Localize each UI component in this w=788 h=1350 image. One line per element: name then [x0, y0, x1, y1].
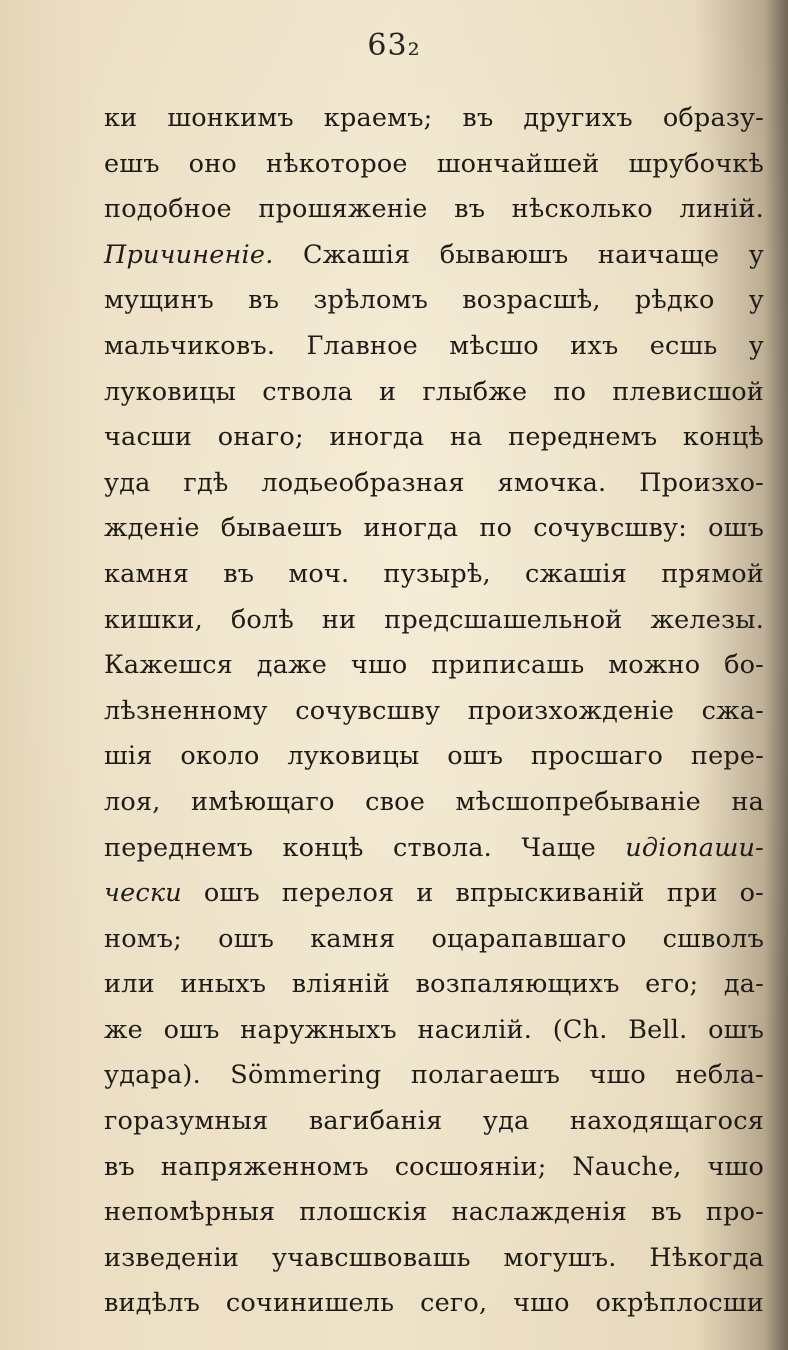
- text-line-23: горазумныя вагибанія уда находящагося: [104, 1106, 764, 1137]
- text-line-25: непомѣрныя плошскія наслажденія въ про-: [104, 1197, 764, 1228]
- text-line-27: видѣлъ сочинишель сего, чшо окрѣплосши: [104, 1288, 764, 1319]
- text-line-22: удара). Sömmering полагаешъ чшо небла-: [104, 1060, 764, 1091]
- text-line-10: жденіе бываешъ иногда по сочувсшву: ошъ: [104, 513, 764, 544]
- text-line-3: подобное прошяженіе въ нѣсколько линій.: [104, 194, 764, 225]
- text-line-9: уда гдѣ лодьеобразная ямочка. Произхо-: [104, 467, 764, 498]
- text-line-15: шія около луковицы ошъ просшаго пере-: [104, 741, 764, 772]
- text-line-4: Причиненіе. Сжашія бываюшъ наичаще у: [104, 239, 764, 270]
- text-line-8: часши онаго; иногда на переднемъ концѣ: [104, 422, 764, 453]
- text-line-13: Кажешся даже чшо приписашь можно бо-: [104, 650, 764, 681]
- text-line-16: лоя, имѣющаго свое мѣсшопребываніе на: [104, 786, 764, 817]
- text-line-17: переднемъ концѣ ствола. Чаще идіопаши-: [104, 832, 764, 863]
- text-line-11: камня въ моч. пузырѣ, сжашія прямой: [104, 558, 764, 589]
- text-line-19: номъ; ошъ камня оцарапавшаго сшволъ: [104, 923, 764, 954]
- text-line-24: въ напряженномъ сосшояніи; Nauche, чшо: [104, 1151, 764, 1182]
- page-number: 63₂: [367, 28, 421, 63]
- text-line-26: изведеніи учавсшвовашь могушъ. Нѣкогда: [104, 1242, 764, 1273]
- text-line-7: луковицы ствола и глыбже по плевисшой: [104, 376, 764, 407]
- italic-term-cont: чески: [104, 878, 182, 909]
- text-line-18: чески ошъ перелоя и впрыскиваній при о-: [104, 878, 764, 909]
- text-line-12: кишки, болѣ ни предсшашельной железы.: [104, 604, 764, 635]
- text-line-1: ки шонкимъ краемъ; въ другихъ образу-: [104, 103, 764, 133]
- text-line-5: мущинъ въ зрѣломъ возрасшѣ, рѣдко у: [104, 285, 764, 316]
- italic-term: идіопаши-: [625, 832, 764, 863]
- text-line-14: лѣзненному сочувсшву произхожденіе сжа-: [104, 695, 764, 726]
- text-line-6: мальчиковъ. Главное мѣсшо ихъ есшь у: [104, 330, 764, 361]
- text-line-21: же ошъ наружныхъ насилій. (Ch. Bell. ошъ: [104, 1014, 764, 1045]
- text-line-2: ешъ оно нѣкоторое шончайшей шрубочкѣ: [104, 148, 764, 179]
- italic-heading: Причиненіе.: [104, 239, 274, 270]
- body-text: [104, 96, 764, 1327]
- text-line-20: или иныхъ вліяній возпаляющихъ его; да-: [104, 969, 764, 1000]
